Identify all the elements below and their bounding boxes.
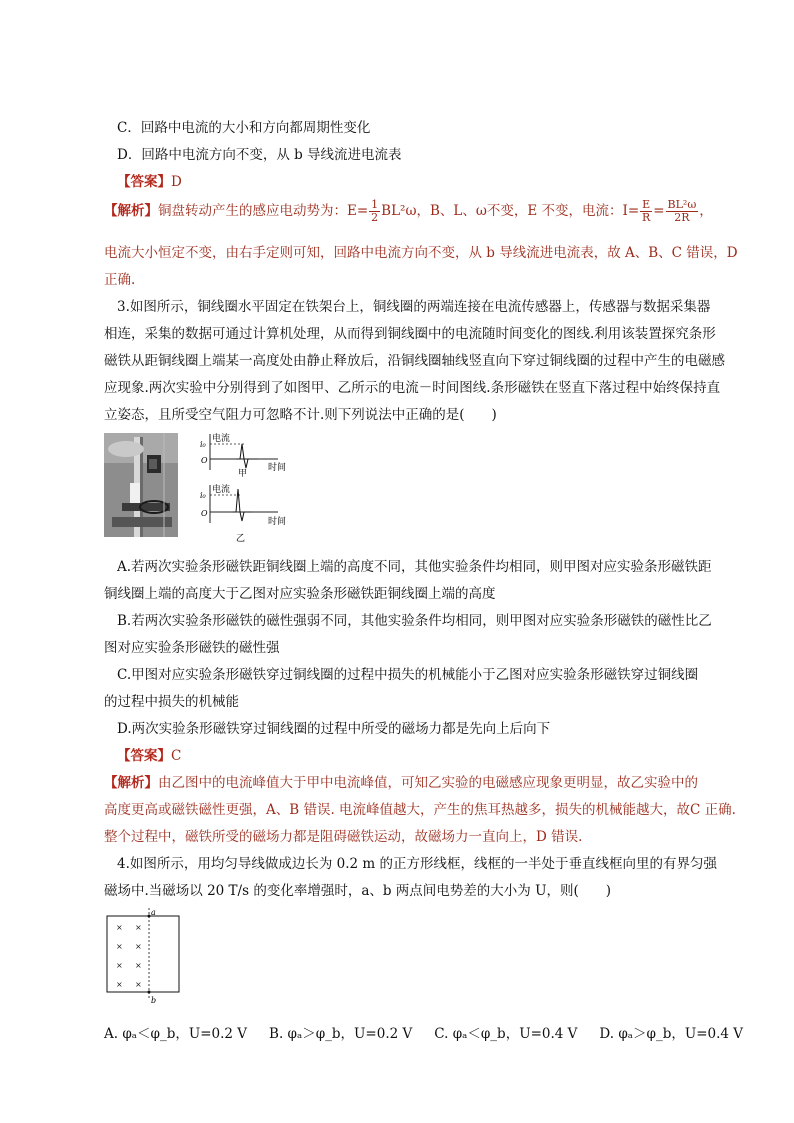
- current-curve: [236, 444, 258, 468]
- current-curve: [232, 489, 252, 521]
- fraction-den: 2R: [674, 211, 690, 224]
- fraction-e-r: [640, 199, 652, 224]
- q3-analysis-1: [104, 771, 698, 791]
- q3-stem-4: 应现象.两次实验中分别得到了如图甲、乙所示的电流－时间图线.条形磁铁在竖直下落过程中始终保持直: [104, 380, 721, 396]
- q3-option-a-1: A.若两次实验条形磁铁距铜线圈上端的高度不同，其他实验条件均相同，则甲图对应实验条形磁铁距: [117, 559, 712, 575]
- fraction-num: E: [642, 198, 651, 211]
- q4-option-b: B. φₐ＞φ_b，U=0.2 V: [269, 1026, 413, 1042]
- fraction-num: BL²ω: [667, 198, 697, 211]
- q3-option-d: D.两次实验条形磁铁穿过铜线圈的过程中所受的磁场力都是先向上后向下: [117, 721, 551, 737]
- q3-stem-2: 相连，采集的数据可通过计算机处理，从而得到铜线圈中的电流随时间变化的图线.利用该装置探究条形: [104, 326, 716, 342]
- answer-tag: 【答案】: [117, 174, 171, 190]
- y-axis-label: 电流: [212, 434, 231, 444]
- q3-analysis-2: 高度更高或磁铁磁性更强，A、B 错误. 电流峰值越大，产生的焦耳热越多，损失的机械能越大，故C 正确.: [104, 802, 736, 818]
- q3-option-b-1: B.若两次实验条形磁铁的磁性强弱不同，其他实验条件均相同，则甲图对应实验条形磁铁的磁性比乙: [117, 613, 712, 629]
- q3-answer-line: [117, 744, 181, 764]
- q3-stem-5: 立姿态，且所受空气阻力可忽略不计.则下列说法中正确的是( ): [104, 407, 497, 423]
- analysis-text: BL²ω，B、L、ω不变，E 不变，电流：I=: [381, 203, 640, 219]
- q4-stem-1: 4.如图所示，用均匀导线做成边长为 0.2 m 的正方形线框，线框的一半处于垂直线框向里的有界匀强: [117, 856, 718, 872]
- y-tick-label: i₀: [200, 440, 206, 449]
- analysis-text: =: [653, 203, 665, 219]
- origin-label: O: [201, 456, 208, 465]
- x-axis-label: 时间: [268, 517, 287, 527]
- q3-option-a-2: 铜线圈上端的高度大于乙图对应实验条形磁铁距铜线圈上端的高度: [104, 586, 496, 602]
- origin-label: O: [201, 509, 208, 518]
- current-time-chart-a: [198, 430, 308, 478]
- q4-option-d: D. φₐ＞φ_b，U=0.4 V: [599, 1026, 744, 1042]
- x-axis-label: 时间: [268, 463, 287, 473]
- fraction-current: [666, 199, 699, 224]
- q3-stem-1: 3.如图所示，铜线圈水平固定在铁架台上，铜线圈的两端连接在电流传感器上，传感器与数据采集器: [117, 299, 711, 315]
- current-time-chart-b: [198, 481, 308, 545]
- q4-stem-2: 磁场中.当磁场以 20 T/s 的变化率增强时，a、b 两点间电势差的大小为 U，则( ): [104, 883, 612, 899]
- field-mark: ×: [116, 923, 123, 932]
- answer-line: [117, 170, 182, 190]
- field-mark: ×: [135, 961, 142, 970]
- answer-value: D: [171, 174, 182, 190]
- analysis-text: 由乙图中的电流峰值大于甲中电流峰值，可知乙实验的电磁感应现象更明显，故乙实验中的: [158, 775, 698, 791]
- chart-caption: 乙: [236, 534, 246, 544]
- fraction-half: [369, 199, 380, 224]
- label-b: b: [151, 996, 157, 1005]
- field-mark: ×: [116, 980, 123, 989]
- analysis-tag: 【解析】: [104, 775, 158, 791]
- q3-analysis-3: 整个过程中，磁铁所受的磁场力都是阻碍磁铁运动，故磁场力一直向上，D 错误.: [104, 829, 583, 845]
- q3-option-c-2: 的过程中损失的机械能: [104, 694, 239, 710]
- field-mark: ×: [116, 961, 123, 970]
- square-frame-figure: [104, 906, 194, 1006]
- chart-caption: 甲: [238, 469, 248, 478]
- field-mark: ×: [116, 942, 123, 951]
- field-mark: ×: [135, 923, 142, 932]
- q3-option-b-2: 图对应实验条形磁铁的磁性强: [104, 640, 280, 656]
- q4-options: [104, 1022, 743, 1042]
- analysis-text: 铜盘转动产生的感应电动势为：E=: [158, 203, 369, 219]
- field-marks: [116, 923, 142, 989]
- analysis-line-2: 电流大小恒定不变，由右手定则可知，回路中电流方向不变，从 b 导线流进电流表，故 A、B、C 错误，D: [104, 245, 738, 261]
- answer-value: C: [171, 748, 182, 764]
- apparatus-photo: [104, 433, 178, 537]
- fraction-num: 1: [371, 198, 379, 211]
- option-c: C．回路中电流的大小和方向都周期性变化: [117, 120, 371, 136]
- field-mark: ×: [135, 942, 142, 951]
- field-mark: ×: [135, 980, 142, 989]
- analysis-line-3: 正确.: [104, 272, 136, 288]
- q4-option-c: C. φₐ＜φ_b，U=0.4 V: [434, 1026, 578, 1042]
- y-tick-label: i₀: [200, 491, 206, 500]
- answer-tag: 【答案】: [117, 748, 171, 764]
- point-b: [148, 991, 151, 994]
- y-axis-label: 电流: [212, 485, 231, 495]
- analysis-tag: 【解析】: [104, 203, 158, 219]
- analysis-text: ，: [699, 203, 713, 219]
- q3-option-c-1: C.甲图对应实验条形磁铁穿过铜线圈的过程中损失的机械能小于乙图对应实验条形磁铁穿过铜线圈: [117, 667, 699, 683]
- label-a: a: [151, 908, 156, 917]
- fraction-den: 2: [371, 211, 379, 224]
- q4-option-a: A. φₐ＜φ_b，U=0.2 V: [104, 1026, 248, 1042]
- fraction-den: R: [642, 211, 651, 224]
- q3-stem-3: 磁铁从距铜线圈上端某一高度处由静止释放后，沿铜线圈轴线竖直向下穿过铜线圈的过程中产生的电磁感: [104, 353, 725, 369]
- option-d: D．回路中电流方向不变，从 b 导线流进电流表: [117, 147, 402, 163]
- analysis-line-1: [104, 199, 713, 224]
